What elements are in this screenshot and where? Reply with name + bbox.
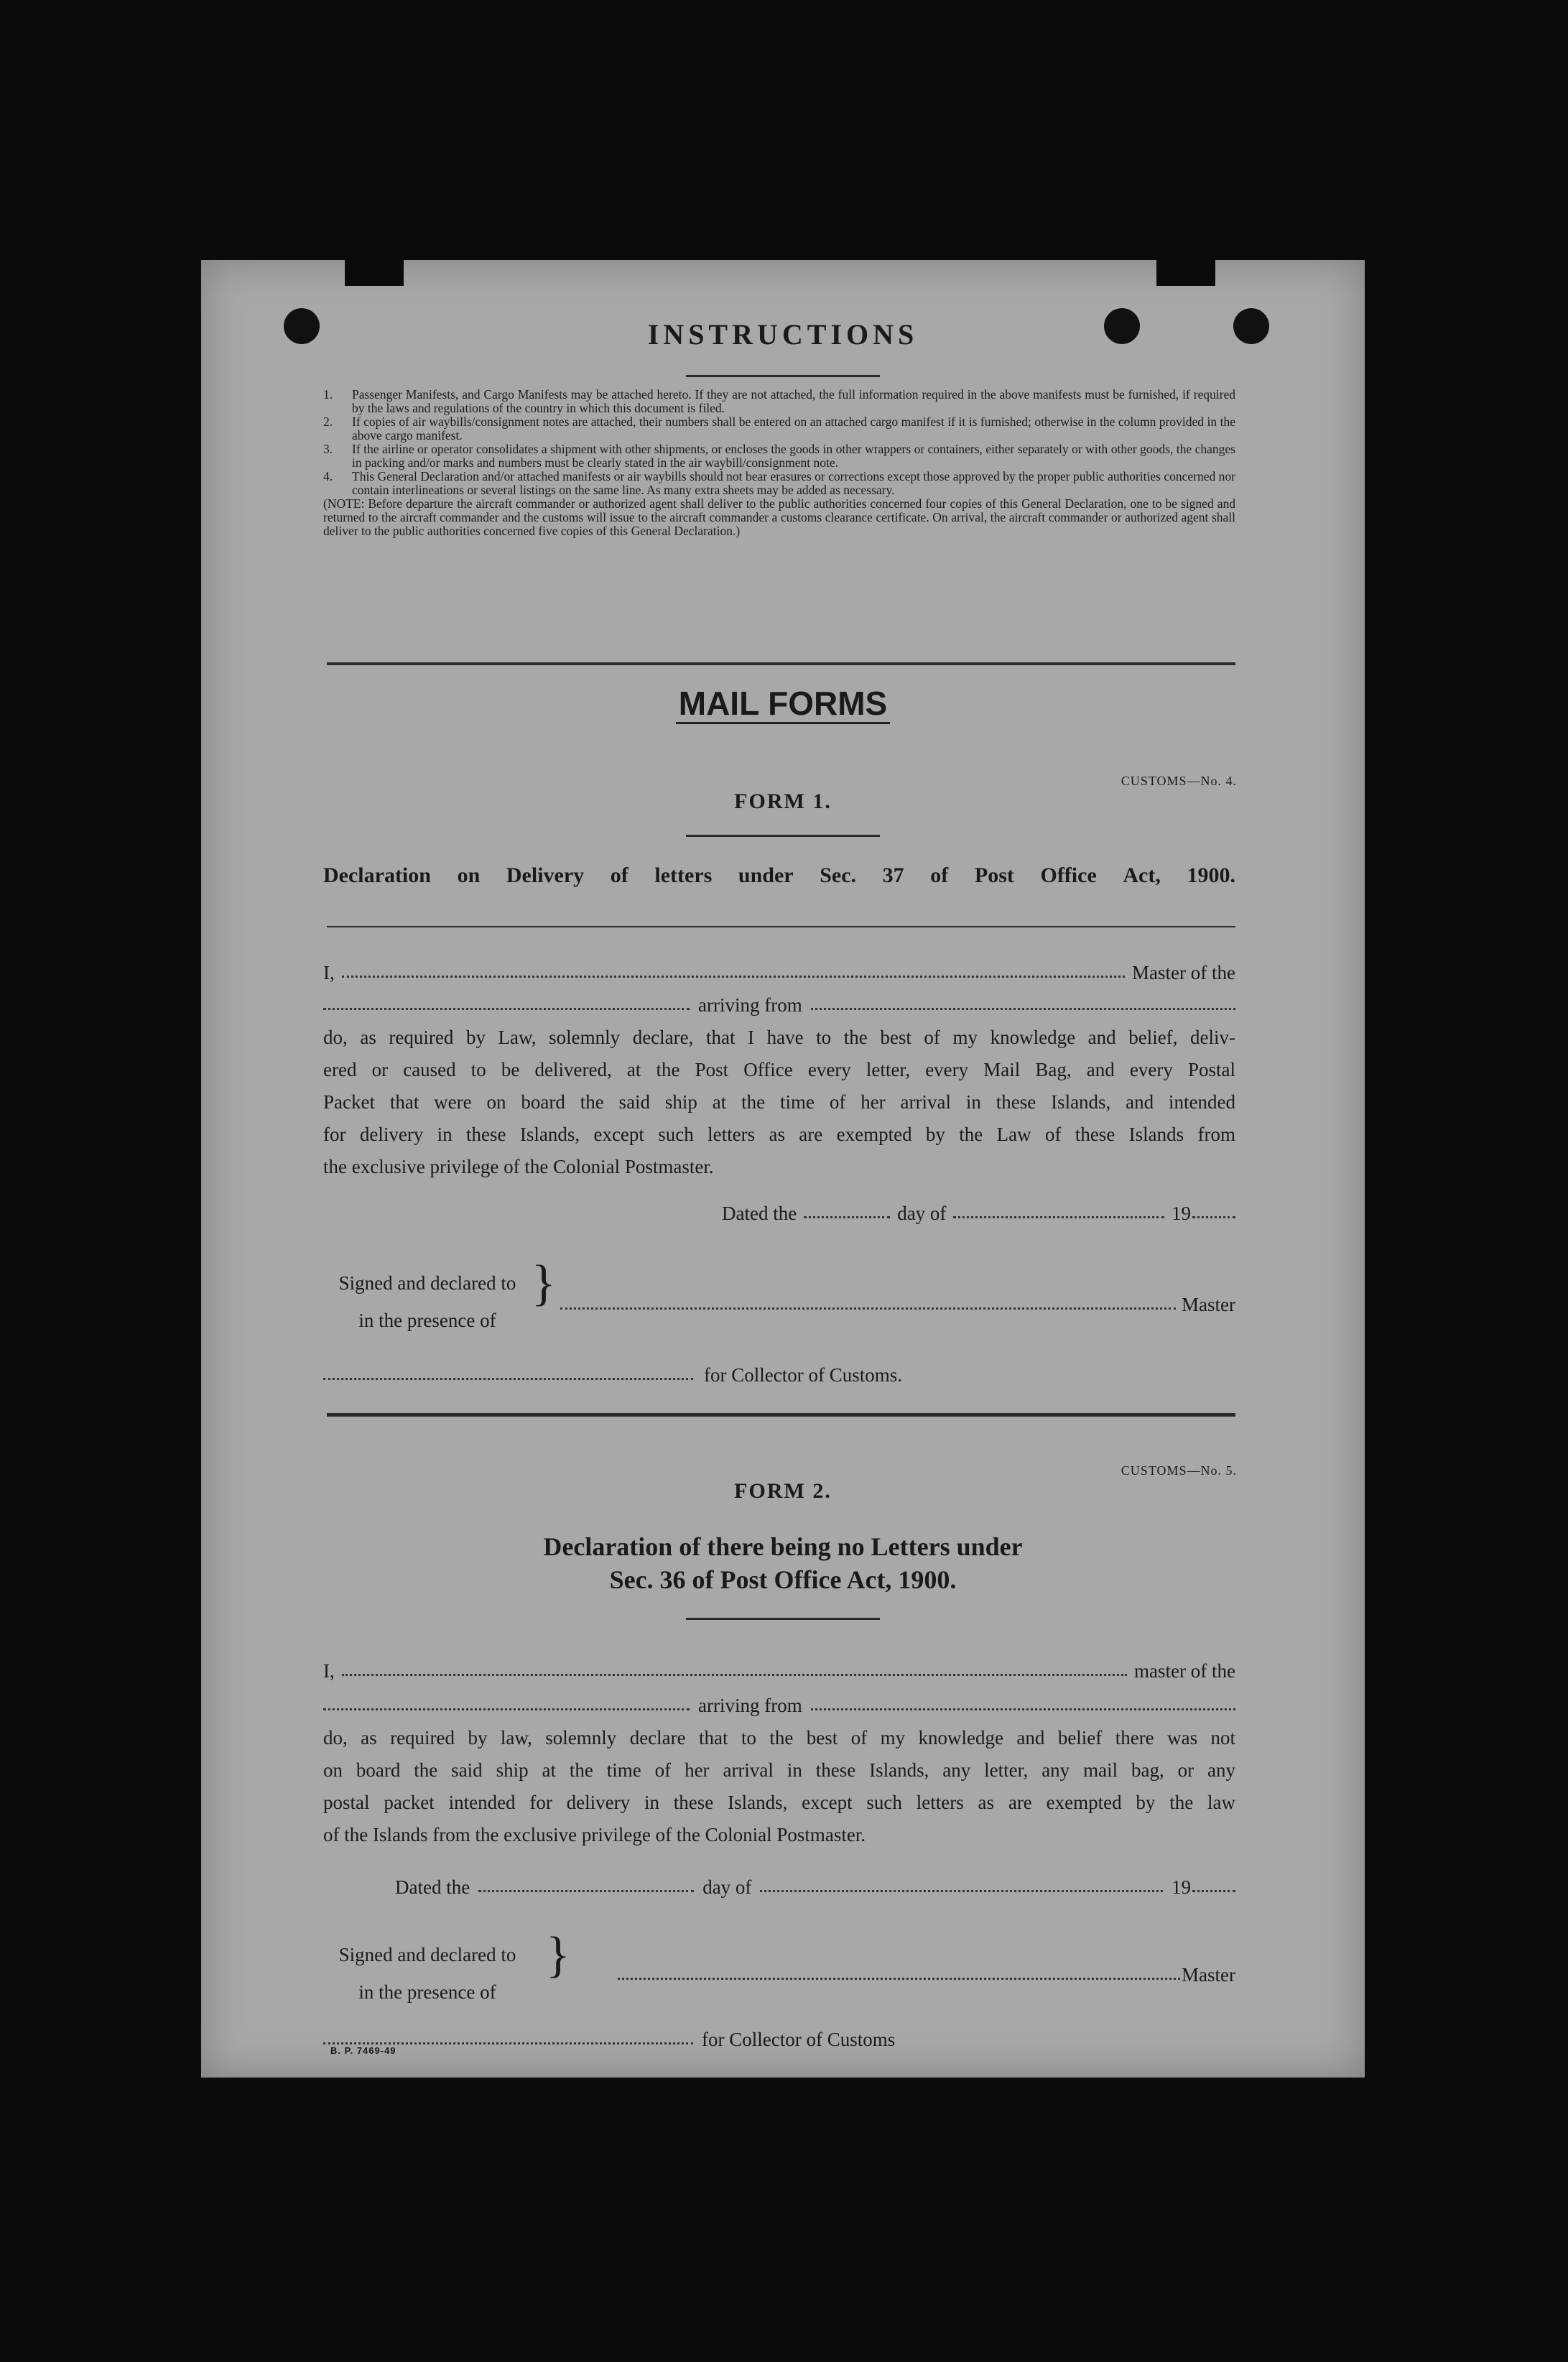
fill-in-field[interactable]: [804, 1209, 890, 1218]
customs-number: CUSTOMS—No. 5.: [1121, 1463, 1237, 1478]
signature-field[interactable]: [323, 2035, 693, 2044]
form2-arriving-line: arriving from: [323, 1690, 1235, 1721]
divider: [686, 835, 880, 837]
fill-in-field[interactable]: [478, 1883, 694, 1892]
fill-in-field[interactable]: [323, 1701, 690, 1710]
form2-title: FORM 2.: [734, 1479, 832, 1503]
form1-body-line: for delivery in these Islands, except such letters as are exempted by the Law of these Islands from: [323, 1124, 1235, 1145]
form2-signed-label: Signed and declared to in the presence of: [338, 1944, 516, 2003]
form1-master-line: I, Master of the: [323, 962, 1235, 983]
customs-number: CUSTOMS—No. 4.: [1121, 774, 1237, 788]
form1-master-signature-line: Master: [560, 1289, 1235, 1320]
fill-in-field[interactable]: [811, 1701, 1235, 1710]
document-sheet: [201, 260, 1365, 2078]
print-code: B. P. 7469-49: [330, 2045, 396, 2056]
signature-field[interactable]: [618, 1970, 1180, 1980]
instruction-item: 2. If copies of air waybills/consignment notes are attached, their numbers shall be entered on an attached cargo manifest if it is furnished; otherwise in the column provided in the above cargo manifest.: [323, 414, 1235, 443]
fill-in-field[interactable]: [760, 1883, 1163, 1892]
form2-body-line: postal packet intended for delivery in these Islands, except such letters as are exempted by the law: [323, 1792, 1235, 1813]
sheet-notch-left: [345, 256, 404, 286]
form2-collector-line: for Collector of Customs: [323, 2024, 1235, 2055]
section-divider: [327, 1413, 1235, 1417]
fill-in-field[interactable]: [953, 1209, 1164, 1218]
form1-body-line: the exclusive privilege of the Colonial Postmaster.: [323, 1156, 714, 1177]
instructions-list: [323, 388, 1235, 538]
instructions-title: INSTRUCTIONS: [647, 318, 919, 351]
form1-body-line: do, as required by Law, solemnly declare, that I have to the best of my knowledge and belief, deliv-: [323, 1027, 1235, 1048]
form2-dated-line: Dated the day of 19: [395, 1871, 1235, 1903]
fill-in-field[interactable]: [1192, 1209, 1235, 1218]
fill-in-field[interactable]: [1192, 1883, 1235, 1892]
fill-in-field[interactable]: [323, 1001, 690, 1010]
mail-forms-heading: MAIL FORMS: [201, 684, 1365, 723]
form1-arriving-line: arriving from: [323, 989, 1235, 1021]
sheet-notch-right: [1156, 256, 1215, 286]
instruction-item: 4. This General Declaration and/or attached manifests or air waybills should not bear erasures or corrections except those approved by the proper public authorities concerned nor contain interlineations or several listings on the same line. As many extra sheets may be added as necessary.: [323, 469, 1235, 497]
form1-body-line: ered or caused to be delivered, at the Post Office every letter, every Mail Bag, and every Postal: [323, 1059, 1235, 1080]
fill-in-field[interactable]: [811, 1001, 1235, 1010]
form2-body-line: of the Islands from the exclusive privilege of the Colonial Postmaster.: [323, 1824, 866, 1845]
form2-body-line: do, as required by law, solemnly declare that to the best of my knowledge and belief there was not: [323, 1727, 1235, 1749]
fill-in-field[interactable]: [342, 1667, 1127, 1676]
signature-field[interactable]: [323, 1371, 693, 1380]
form1-declaration-title: Declaration on Delivery of letters under Sec. 37 of Post Office Act, 1900.: [323, 863, 1235, 887]
form2-master-line: I, master of the: [323, 1660, 1235, 1682]
instruction-note: (NOTE: Before departure the aircraft commander or authorized agent shall deliver to the public authorities concerned four copies of this General Declaration, one to be signed and returned to the aircraft commander and the customs will issue to the aircraft commander a customs clearance certificate. On arrival, the aircraft commander or authorized agent shall deliver to the public authorities concerned five copies of this General Declaration.): [323, 496, 1235, 538]
form2-declaration-title: Declaration of there being no Letters under Sec. 36 of Post Office Act, 1900.: [543, 1532, 1023, 1594]
signature-field[interactable]: [560, 1300, 1176, 1310]
form1-dated-line: Dated the day of 19: [722, 1198, 1235, 1229]
instruction-item: 1. Passenger Manifests, and Cargo Manifests may be attached hereto. If they are not attached, the full information required in the above manifests must be furnished, if required by the laws and regulations of the country in which this document is filed.: [323, 387, 1235, 415]
instruction-item: 3. If the airline or operator consolidates a shipment with other shipments, or encloses the goods in other wrappers or containers, either separately or with other goods, the changes in packing and/or marks and numbers must be clearly stated in the air waybill/consignment note.: [323, 442, 1235, 470]
section-divider: [327, 662, 1235, 665]
form2-master-signature-line: Master: [618, 1959, 1235, 1991]
brace: }: [546, 1927, 570, 1983]
divider: [327, 926, 1235, 927]
form1-signed-label: Signed and declared to in the presence of: [338, 1272, 516, 1331]
fill-in-field[interactable]: [342, 968, 1125, 978]
form1-body-line: Packet that were on board the said ship at the time of her arrival in these Islands, and intended: [323, 1091, 1235, 1113]
form1-collector-line: for Collector of Customs.: [323, 1359, 1235, 1391]
form1-title: FORM 1.: [734, 789, 832, 813]
divider: [686, 375, 880, 377]
divider: [686, 1618, 880, 1620]
brace: }: [532, 1256, 556, 1311]
form2-body-line: on board the said ship at the time of her arrival in these Islands, any letter, any mail bag, or any: [323, 1759, 1235, 1781]
